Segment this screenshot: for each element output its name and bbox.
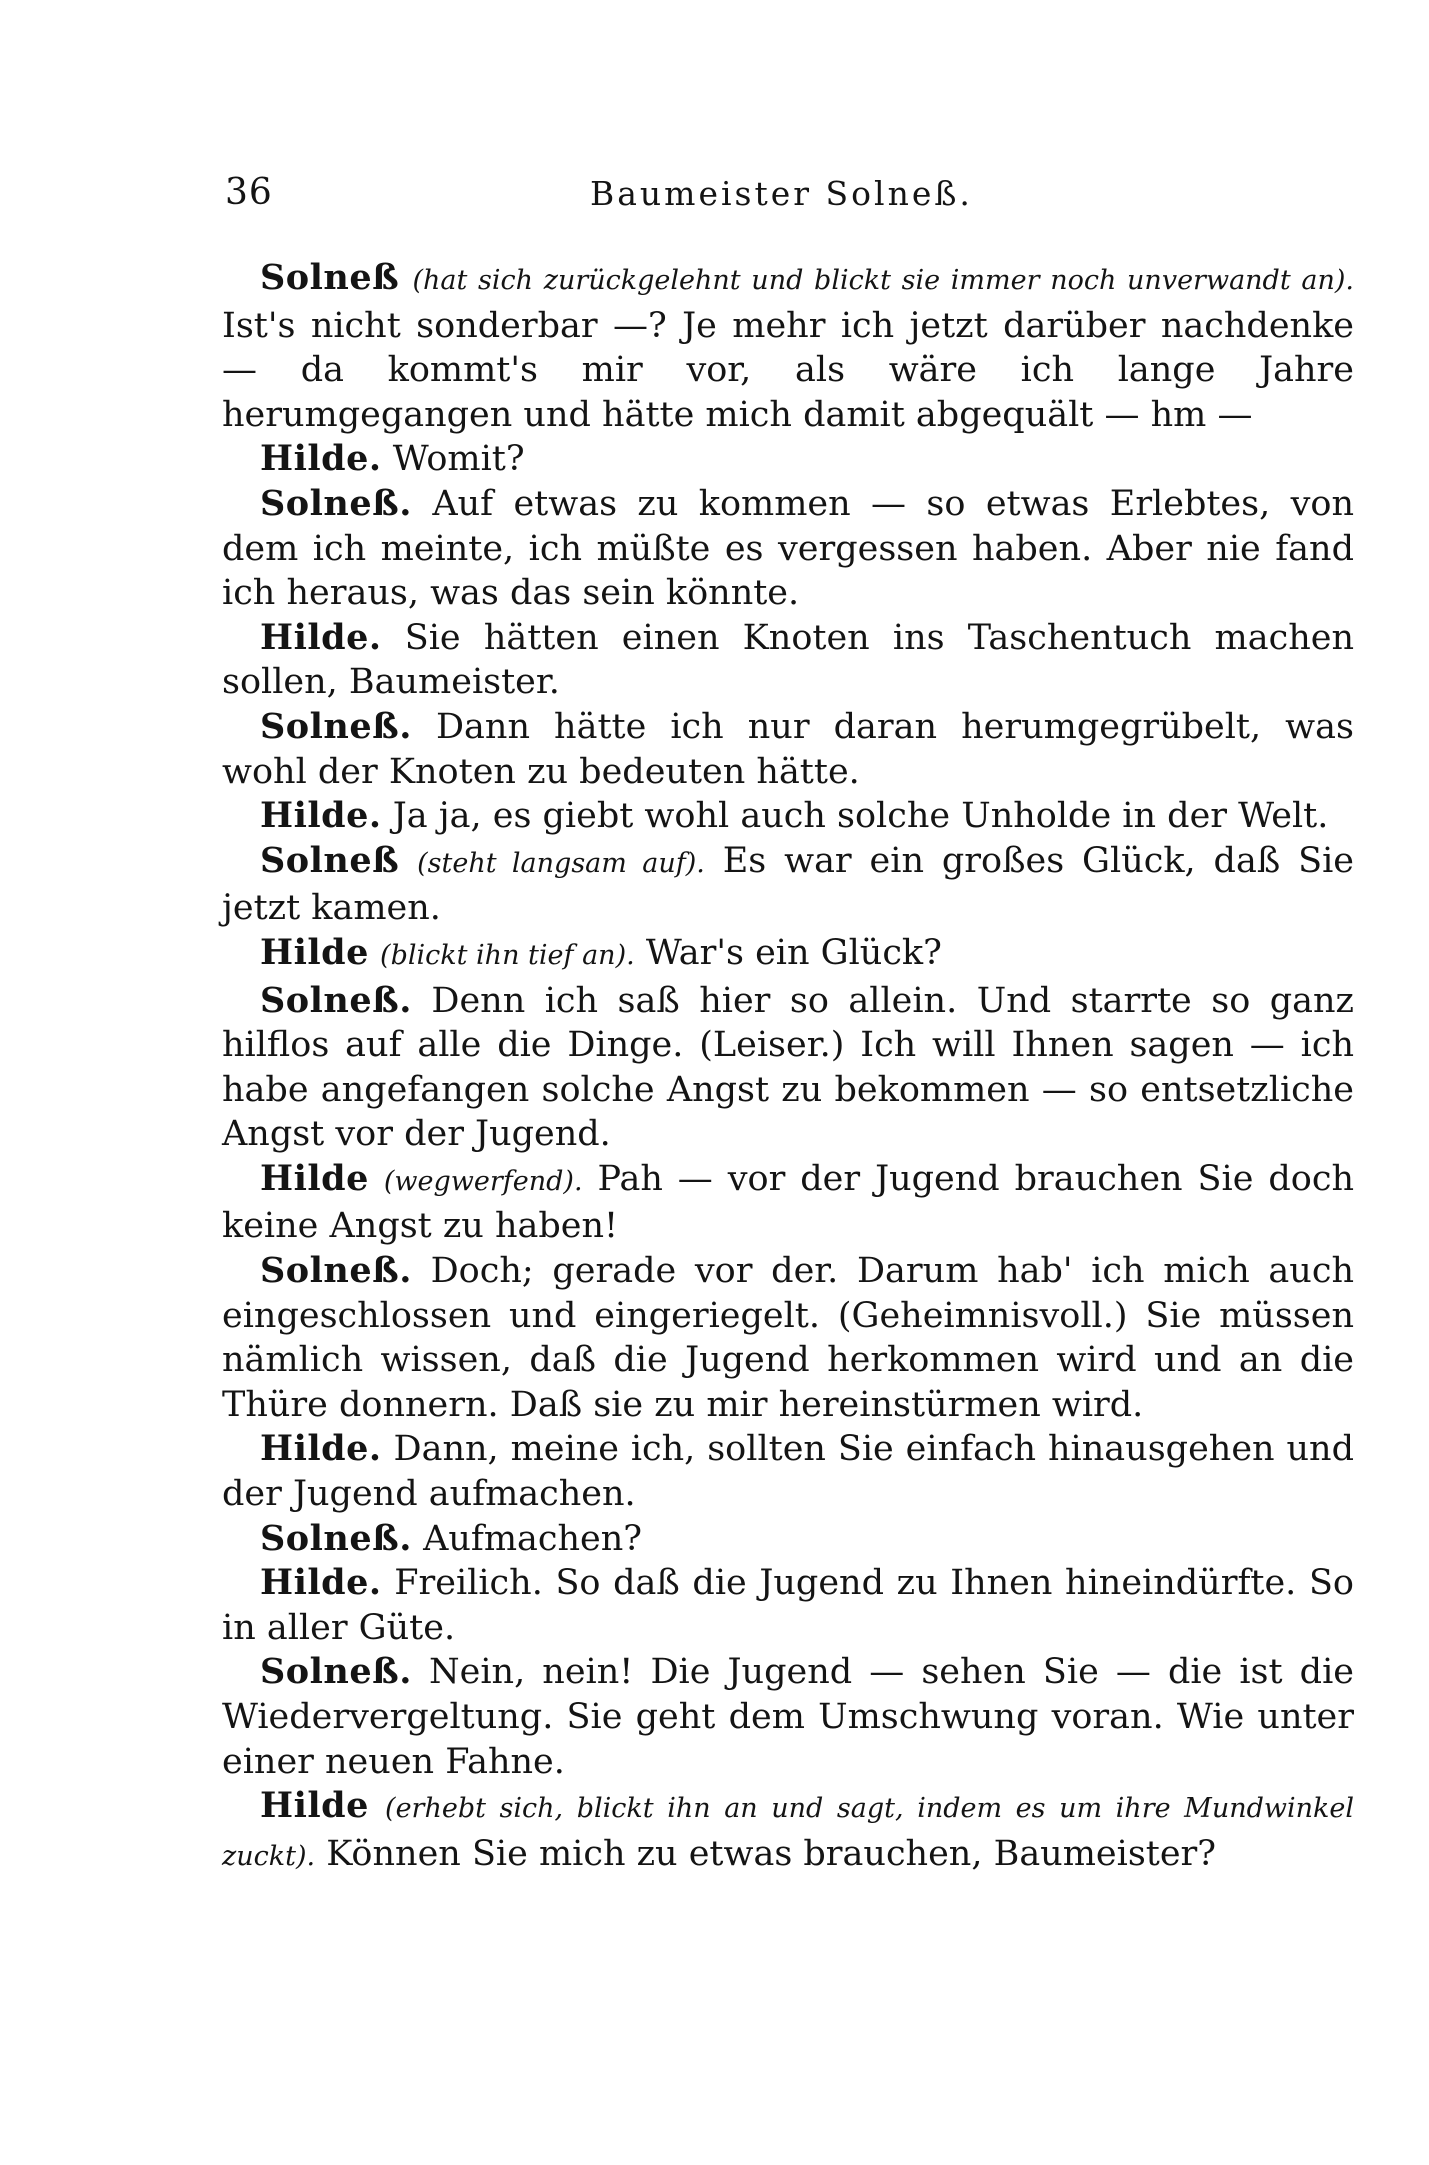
stage-direction: (wegwerfend).: [383, 1165, 583, 1197]
stage-direction: (hat sich zurückgelehnt und blickt sie immer noch unverwandt an).: [412, 265, 1354, 296]
dialogue-line: Sie hätten einen Knoten ins Taschentuch machen sollen, Baumeister.: [222, 617, 1354, 703]
dialogue-paragraph: [222, 979, 1354, 1157]
dialogue-paragraph: [222, 1561, 1354, 1650]
speaker-name: Solneß.: [260, 482, 412, 524]
stage-direction: (blickt ihn tief an).: [380, 939, 635, 971]
dialogue-paragraph: [222, 1650, 1354, 1784]
dialogue-line: Es war ein großes Glück, daß Sie jetzt kamen.: [222, 840, 1354, 929]
speaker-name: Hilde: [260, 1785, 369, 1827]
dialogue-line: Nein, nein! Die Jugend — sehen Sie — die ist die Wiedervergeltung. Sie geht dem Umschwung voran. Wie unter einer neuen Fahne.: [222, 1652, 1354, 1782]
dialogue-paragraph: [222, 705, 1354, 794]
page-header: [225, 172, 1355, 232]
speaker-name: Hilde.: [260, 1428, 382, 1470]
dialogue-paragraph: [222, 437, 1354, 482]
dialogue-paragraph: [222, 1157, 1354, 1249]
dialogue-paragraph: [222, 1249, 1354, 1427]
dialogue-line: Ja ja, es giebt wohl auch solche Unholde in der Welt.: [392, 796, 1329, 837]
stage-direction: (steht langsam auf).: [417, 847, 705, 879]
dialogue-line: Pah — vor der Jugend brauchen Sie doch keine Angst zu haben!: [222, 1158, 1354, 1247]
speaker-name: Hilde.: [260, 1562, 382, 1604]
dialogue-line: Ist's nicht sonderbar —? Je mehr ich jetzt darüber nachdenke — da kommt's mir vor, als wäre ich lange Jahre herumgegangen und hätte mich damit abgequält — hm —: [222, 305, 1354, 435]
dialogue-line: Doch; gerade vor der. Darum hab' ich mich auch eingeschlossen und eingeriegelt. (Geheimnisvoll.) Sie müssen nämlich wissen, daß die Jugend herkommen wird und an die Thüre donnern. Daß sie zu mir hereinstürmen wird.: [222, 1251, 1354, 1425]
dialogue-text: [222, 256, 1354, 1879]
dialogue-paragraph: [222, 256, 1354, 437]
speaker-name: Solneß.: [260, 1651, 412, 1693]
speaker-name: Solneß: [260, 839, 400, 881]
dialogue-paragraph: [222, 482, 1354, 616]
speaker-name: Hilde.: [260, 438, 382, 480]
speaker-name: Hilde.: [260, 795, 382, 837]
dialogue-paragraph: [222, 839, 1354, 931]
speaker-name: Hilde: [260, 1157, 369, 1199]
speaker-name: Solneß: [260, 257, 400, 298]
dialogue-line: Dann, meine ich, sollten Sie einfach hinausgehen und der Jugend aufmachen.: [222, 1429, 1354, 1515]
speaker-name: Solneß.: [260, 705, 412, 747]
speaker-name: Solneß.: [260, 1517, 412, 1559]
dialogue-paragraph: [222, 1784, 1354, 1879]
speaker-name: Hilde.: [260, 616, 382, 658]
dialogue-line: Können Sie mich zu etwas brauchen, Baumeister?: [315, 1833, 1217, 1874]
speaker-name: Solneß.: [260, 979, 412, 1021]
dialogue-paragraph: [222, 794, 1354, 839]
dialogue-line: Womit?: [392, 439, 525, 480]
dialogue-paragraph: [222, 616, 1354, 705]
dialogue-line: Denn ich saß hier so allein. Und starrte so ganz hilflos auf alle die Dinge. (Leiser.) Ich will Ihnen sagen — ich habe angefangen solche Angst zu bekommen — so entsetzliche Angst vor der Jugend.: [222, 980, 1354, 1155]
dialogue-line: Dann hätte ich nur daran herumgegrübelt, was wohl der Knoten zu bedeuten hätte.: [222, 706, 1354, 792]
dialogue-paragraph: [222, 1427, 1354, 1516]
dialogue-paragraph: [222, 1517, 1354, 1562]
dialogue-line: War's ein Glück?: [634, 932, 942, 973]
dialogue-paragraph: [222, 931, 1354, 979]
running-title: Baumeister Solneß.: [590, 174, 973, 213]
stage-direction: (erhebt sich, blickt ihn an und sagt, indem es um ihre Mundwinkel zuckt).: [222, 1793, 1354, 1872]
page-number: 36: [225, 172, 273, 213]
dialogue-line: Freilich. So daß die Jugend zu Ihnen hineindürfte. So in aller Güte.: [222, 1563, 1354, 1648]
speaker-name: Hilde: [260, 931, 369, 973]
dialogue-line: Aufmachen?: [423, 1518, 643, 1559]
speaker-name: Solneß.: [260, 1250, 412, 1292]
dialogue-line: Auf etwas zu kommen — so etwas Erlebtes, von dem ich meinte, ich müßte es vergessen haben. Aber nie fand ich heraus, was das sein könnte.: [222, 483, 1354, 614]
